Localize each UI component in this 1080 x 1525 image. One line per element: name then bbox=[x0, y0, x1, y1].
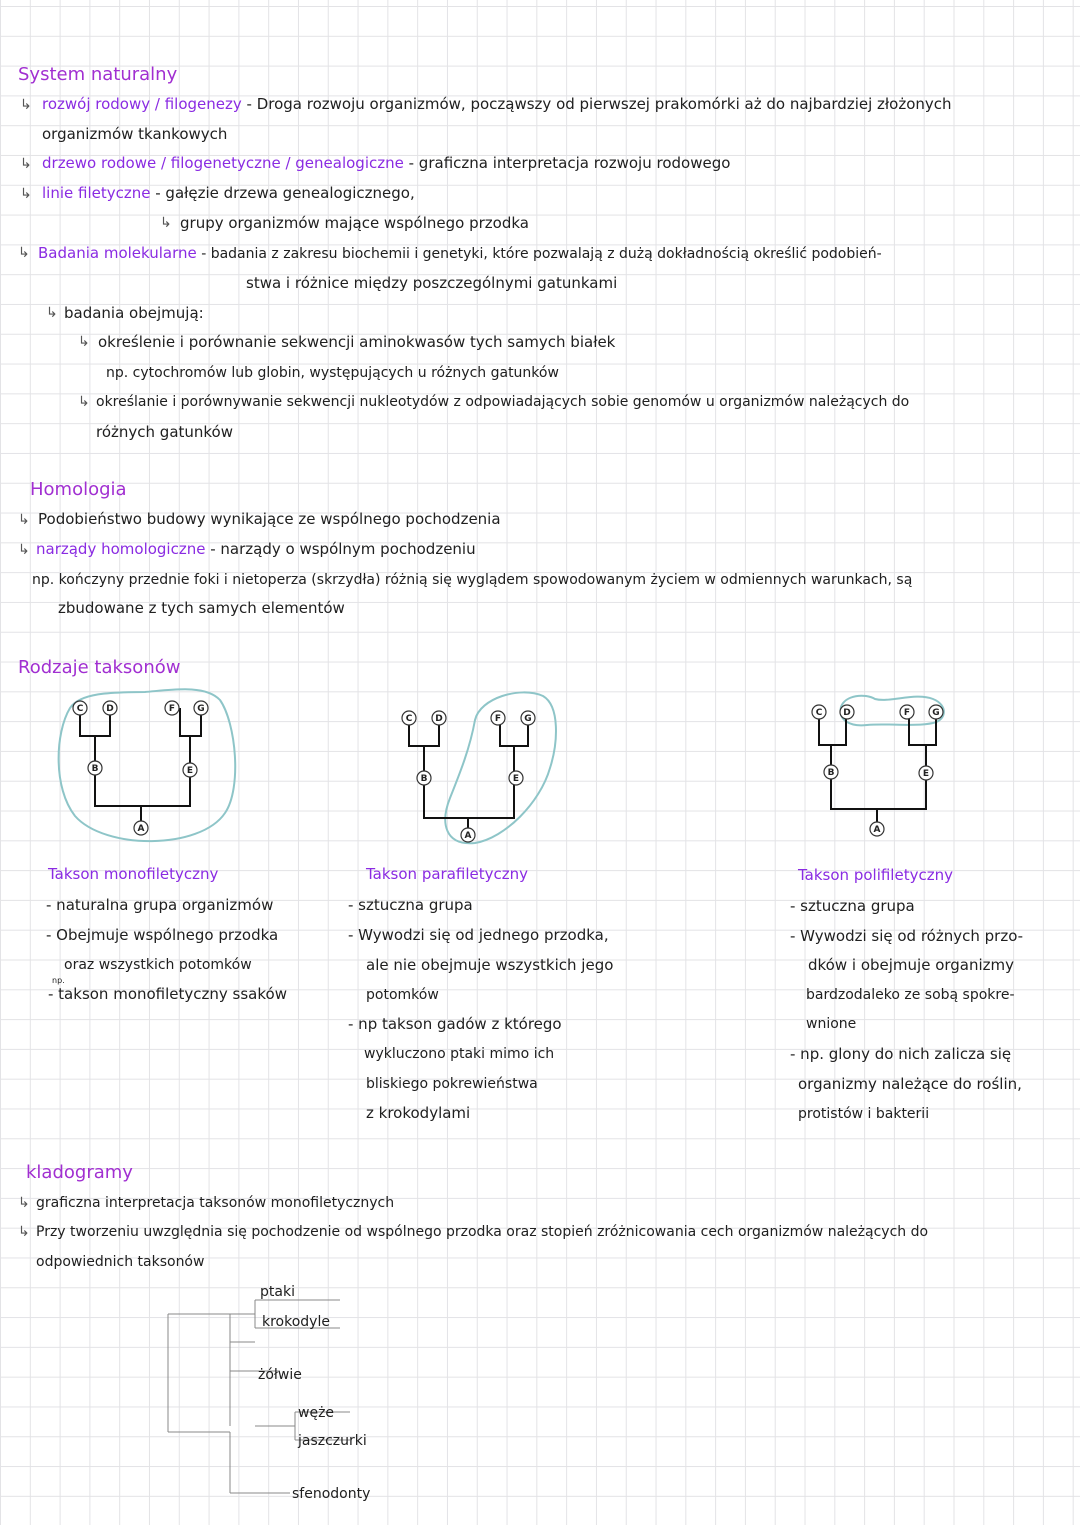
para-line: bliskiego pokrewieństwa bbox=[366, 1076, 538, 1092]
node-label-c: C bbox=[76, 704, 84, 714]
poly-title: Takson polifiletyczny bbox=[798, 866, 953, 884]
para-line: - np takson gadów z którego bbox=[348, 1015, 562, 1033]
system-line-4b: stwa i różnice między poszczególnymi gatunkami bbox=[246, 274, 618, 292]
arrow-icon: ↳ bbox=[18, 1195, 30, 1211]
mono-line: - Obejmuje wspólnego przodka bbox=[46, 926, 279, 944]
cladogram-taxon: żółwie bbox=[258, 1367, 302, 1383]
poly-line: - sztuczna grupa bbox=[790, 897, 915, 915]
para-line: z krokodylami bbox=[366, 1104, 471, 1122]
arrow-icon: ↳ bbox=[18, 512, 30, 528]
mono-line: - naturalna grupa organizmów bbox=[46, 896, 274, 914]
homologia-line-2: narządy homologiczne - narządy o wspólnym pochodzeniu bbox=[36, 540, 476, 558]
mono-line: oraz wszystkich potomków bbox=[64, 957, 252, 973]
cladogram-taxon: sfenodonty bbox=[292, 1486, 371, 1502]
arrow-icon: ↳ bbox=[18, 1224, 30, 1240]
kladogramy-line-2: Przy tworzeniu uwzględnia się pochodzenie od wspólnego przodka oraz stopień zróżnicowania cech organizmów należących do bbox=[36, 1224, 929, 1240]
system-line-3: linie filetyczne - gałęzie drzewa genealogicznego, bbox=[42, 184, 415, 202]
cladogram-taxon: jaszczurki bbox=[298, 1433, 367, 1449]
arrow-icon: ↳ bbox=[20, 97, 32, 113]
paraphyletic-diagram bbox=[395, 688, 565, 853]
poly-line: wnione bbox=[806, 1016, 857, 1032]
node-label-f: F bbox=[168, 704, 176, 714]
node-label-d: D bbox=[435, 714, 443, 724]
para-line: ale nie obejmuje wszystkich jego bbox=[366, 956, 614, 974]
poly-line: organizmy należące do roślin, bbox=[798, 1075, 1022, 1093]
system-line-4: Badania molekularne - badania z zakresu biochemii i genetyki, które pozwalają z dużą dokładnością określić podobień- bbox=[38, 244, 882, 262]
node-label-a: A bbox=[137, 824, 145, 834]
poly-line: dków i obejmuje organizmy bbox=[808, 956, 1015, 974]
system-line-6: określenie i porównanie sekwencji aminokwasów tych samych białek bbox=[98, 333, 616, 351]
section-title-taxa: Rodzaje taksonów bbox=[18, 657, 181, 678]
para-line: potomków bbox=[366, 987, 439, 1003]
node-label-g: G bbox=[524, 714, 532, 724]
node-label-b: B bbox=[420, 774, 428, 784]
node-label-b: B bbox=[91, 764, 99, 774]
mono-line: - takson monofiletyczny ssaków bbox=[48, 985, 287, 1003]
system-line-6b: np. cytochromów lub globin, występujących u różnych gatunków bbox=[106, 365, 559, 381]
polyphyletic-diagram bbox=[805, 695, 955, 845]
poly-line: - Wywodzi się od różnych przo- bbox=[790, 927, 1024, 945]
cladogram bbox=[160, 1290, 360, 1510]
section-title-homologia: Homologia bbox=[30, 479, 127, 500]
para-title: Takson parafiletyczny bbox=[366, 865, 529, 883]
system-line-5: badania obejmują: bbox=[64, 304, 204, 322]
node-label-f: F bbox=[494, 714, 502, 724]
node-label-c: C bbox=[815, 708, 823, 718]
node-label-g: G bbox=[197, 704, 205, 714]
homologia-line-1: Podobieństwo budowy wynikające ze wspólnego pochodzenia bbox=[38, 510, 501, 528]
para-line: wykluczono ptaki mimo ich bbox=[364, 1046, 555, 1062]
node-label-e: E bbox=[922, 769, 930, 779]
kladogramy-line-1: graficzna interpretacja taksonów monofiletycznych bbox=[36, 1195, 395, 1211]
node-label-a: A bbox=[873, 825, 881, 835]
mono-title: Takson monofiletyczny bbox=[48, 865, 219, 883]
node-label-a: A bbox=[464, 831, 472, 841]
arrow-icon: ↳ bbox=[160, 215, 172, 231]
homologia-line-3b: zbudowane z tych samych elementów bbox=[58, 599, 345, 617]
node-label-b: B bbox=[827, 768, 835, 778]
arrow-icon: ↳ bbox=[78, 394, 90, 410]
arrow-icon: ↳ bbox=[78, 334, 90, 350]
system-line-1b: organizmów tkankowych bbox=[42, 125, 228, 143]
kladogramy-line-2b: odpowiednich taksonów bbox=[36, 1254, 205, 1270]
cladogram-taxon: krokodyle bbox=[262, 1314, 330, 1330]
mono-line: np. bbox=[52, 976, 65, 985]
system-line-1: rozwój rodowy / filogenezy - Droga rozwoju organizmów, począwszy od pierwszej prakomórki aż do najbardziej złożonych bbox=[42, 95, 952, 113]
system-line-7: określanie i porównywanie sekwencji nukleotydów z odpowiadających sobie genomów u organizmów należących do bbox=[96, 394, 910, 410]
section-title-kladogramy: kladogramy bbox=[26, 1162, 133, 1183]
node-label-g: G bbox=[932, 708, 940, 718]
system-line-2: drzewo rodowe / filogenetyczne / genealogiczne - graficzna interpretacja rozwoju rodowego bbox=[42, 154, 731, 172]
para-line: - sztuczna grupa bbox=[348, 896, 473, 914]
poly-line: bardzodaleko ze sobą spokre- bbox=[806, 987, 1015, 1003]
cladogram-taxon: ptaki bbox=[260, 1284, 295, 1300]
arrow-icon: ↳ bbox=[46, 305, 58, 321]
arrow-icon: ↳ bbox=[18, 542, 30, 558]
homologia-line-3: np. kończyny przednie foki i nietoperza (skrzydła) różnią się wyglądem spowodowanym życiem w odmiennych warunkach, są bbox=[32, 572, 913, 588]
node-label-e: E bbox=[186, 766, 194, 776]
node-label-d: D bbox=[106, 704, 114, 714]
system-line-7b: różnych gatunków bbox=[96, 423, 233, 441]
monophyletic-diagram bbox=[50, 688, 240, 848]
poly-line: protistów i bakterii bbox=[798, 1106, 930, 1122]
para-line: - Wywodzi się od jednego przodka, bbox=[348, 926, 609, 944]
cladogram-taxon: węże bbox=[298, 1405, 335, 1421]
node-label-d: D bbox=[843, 708, 851, 718]
node-label-c: C bbox=[405, 714, 413, 724]
section-title-system: System naturalny bbox=[18, 64, 178, 85]
arrow-icon: ↳ bbox=[18, 245, 30, 261]
arrow-icon: ↳ bbox=[20, 186, 32, 202]
poly-line: - np. glony do nich zalicza się bbox=[790, 1045, 1012, 1063]
node-label-f: F bbox=[903, 708, 911, 718]
node-label-e: E bbox=[512, 774, 520, 784]
system-line-3b: grupy organizmów mające wspólnego przodka bbox=[180, 214, 529, 232]
arrow-icon: ↳ bbox=[20, 156, 32, 172]
